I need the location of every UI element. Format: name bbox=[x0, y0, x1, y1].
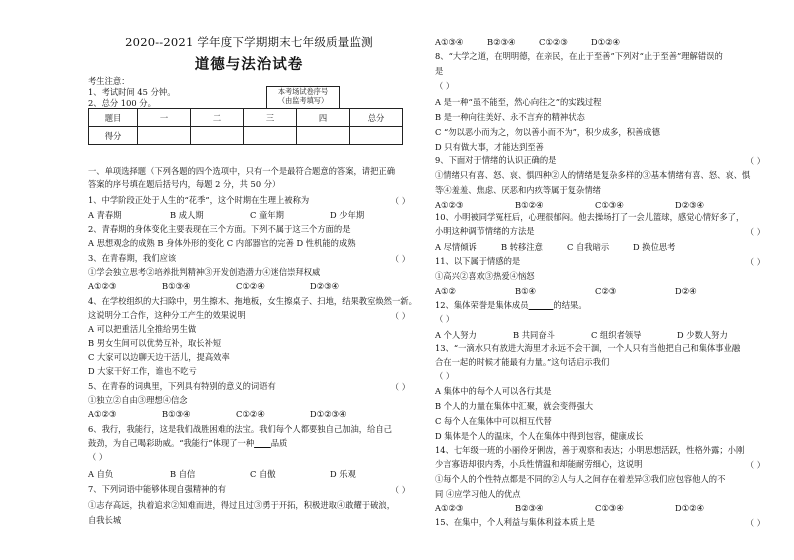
option[interactable]: B 自信 bbox=[170, 469, 196, 479]
option[interactable]: D 只有做大事，才能达到至善 bbox=[435, 142, 544, 152]
subject-title: 道德与法治试卷 bbox=[194, 56, 304, 73]
question-stem: 15、在集中，个人利益与集体利益本质上是 bbox=[435, 517, 595, 527]
option[interactable]: B 男女生间可以优势互补，取长补短 bbox=[88, 338, 222, 348]
section-heading: 答案的序号填在题后括号内，每题 2 分，共 50 分） bbox=[88, 179, 281, 189]
question-line: ①情绪只有喜、怒、哀、惧四种②人的情绪是复杂多样的③基本情绪有喜、怒、哀、惧 bbox=[435, 170, 751, 180]
question-stem: 10、小明被同学冤枉后，心理很郁闷。他去操场打了一会儿篮球，感觉心情好多了， bbox=[435, 212, 745, 222]
question-stem: 7、下列词语中能够体现自强精神的有 bbox=[88, 484, 227, 494]
option[interactable]: D 乐观 bbox=[330, 469, 356, 479]
table-row bbox=[89, 127, 403, 145]
option[interactable]: A 个人努力 bbox=[435, 330, 477, 340]
table-cell: 二 bbox=[191, 109, 244, 127]
option[interactable]: C 自我暗示 bbox=[567, 242, 610, 252]
option[interactable]: D②③④ bbox=[675, 200, 704, 210]
option[interactable]: B②③④ bbox=[487, 37, 516, 47]
option[interactable]: D 少年期 bbox=[330, 210, 365, 220]
question-stem: 合在一起的时候才能最有力量。”这句话启示我们 bbox=[435, 357, 610, 367]
option[interactable]: D①②④ bbox=[675, 503, 704, 513]
options-row bbox=[435, 329, 765, 341]
options-row bbox=[88, 281, 410, 291]
score-cell[interactable] bbox=[297, 127, 350, 145]
options-row bbox=[88, 468, 410, 480]
answer-paren[interactable]: （ ） bbox=[435, 314, 455, 324]
option[interactable]: C①②④ bbox=[236, 281, 265, 291]
option[interactable]: A①③④ bbox=[435, 37, 464, 47]
option[interactable]: B②③④ bbox=[515, 503, 544, 513]
options-row bbox=[88, 409, 410, 419]
option[interactable]: C②③ bbox=[595, 286, 617, 296]
option[interactable]: A 集体中的每个人可以各行其是 bbox=[435, 386, 552, 396]
question-stem: 这说明分工合作，这种分工产生的效果说明 bbox=[88, 310, 246, 320]
question-line: ①每个人的个性特点都是不同的②人与人之间存在着差异③我们应包容他人的不 bbox=[435, 474, 726, 484]
seat-box-line: （由监考填写） bbox=[277, 96, 329, 105]
question-text: 的结果。 bbox=[553, 300, 587, 310]
option[interactable]: D②③④ bbox=[310, 281, 339, 291]
question-line: 等④羞羞、焦虑、厌恶和内疚等属于复杂情绪 bbox=[435, 185, 601, 195]
score-cell[interactable] bbox=[138, 127, 191, 145]
question-stem: 8、“大学之道，在明明德，在亲民，在止于至善”下列对“止于至善”理解错误的 bbox=[435, 51, 723, 61]
answer-paren[interactable]: （ ） bbox=[390, 382, 410, 392]
option[interactable]: C①③④ bbox=[595, 200, 624, 210]
options-row bbox=[435, 37, 765, 47]
question-stem: 是 bbox=[435, 66, 444, 76]
option[interactable]: C①③④ bbox=[595, 503, 624, 513]
note-item: 1、考试时间 45 分钟。 bbox=[88, 87, 176, 97]
option[interactable]: C 每个人在集体中可以相互代替 bbox=[435, 416, 552, 426]
question-stem: 5、在青春的词典里，下列具有特别的意义的词语有 bbox=[88, 381, 276, 391]
options-row bbox=[435, 286, 765, 296]
option[interactable]: A①②③ bbox=[88, 409, 117, 419]
fill-blank[interactable]: ____ bbox=[254, 438, 271, 448]
option[interactable]: A 自负 bbox=[88, 469, 114, 479]
score-cell[interactable] bbox=[244, 127, 297, 145]
score-cell[interactable] bbox=[191, 127, 244, 145]
answer-paren[interactable]: （ ） bbox=[745, 156, 765, 166]
question-stem bbox=[88, 438, 287, 448]
option[interactable]: B①②④ bbox=[515, 200, 544, 210]
question-text: 鼓劲，为自己喝彩助威。“我能行”体现了一种 bbox=[88, 438, 255, 448]
option[interactable]: B①③④ bbox=[162, 409, 191, 419]
exam-title: 2020--2021 学年度下学期期末七年级质量监测 bbox=[125, 35, 373, 49]
answer-paren[interactable]: （ ） bbox=[745, 227, 765, 237]
question-stem: 14、七年级一班的小丽伶牙俐齿，善于观察和表达；小明思想活跃，性格外露；小刚 bbox=[435, 445, 745, 455]
option[interactable]: A①②③ bbox=[435, 200, 464, 210]
question-text: 12、集体荣誉是集体成员 bbox=[435, 300, 529, 310]
option[interactable]: B 个人的力量在集体中汇聚，就会变得强大 bbox=[435, 401, 594, 411]
answer-paren[interactable]: （ ） bbox=[745, 518, 765, 528]
option[interactable]: B 成人期 bbox=[170, 210, 204, 220]
option[interactable]: A①②③ bbox=[88, 281, 117, 291]
option[interactable]: A①② bbox=[435, 286, 456, 296]
answer-paren[interactable]: （ ） bbox=[390, 485, 410, 495]
option[interactable]: C “勿以恶小而为之，勿以善小而不为”，积少成多，积善成德 bbox=[435, 127, 660, 137]
options-row bbox=[435, 200, 765, 210]
question-stem: 4、在学校组织的大扫除中，男生擦木、拖地板，女生擦桌子、扫地，结果教室焕然一新。 bbox=[88, 296, 417, 306]
option[interactable]: C 自傲 bbox=[250, 469, 276, 479]
question-stem: 11、以下属于情感的是 bbox=[435, 256, 521, 266]
note-item: 2、总分 100 分。 bbox=[88, 98, 156, 108]
option[interactable]: B 是一种向往美好、永不言弃的精神状态 bbox=[435, 112, 585, 122]
score-table bbox=[88, 108, 403, 145]
option[interactable]: B①③④ bbox=[162, 281, 191, 291]
option[interactable]: C 大家可以边聊天边干活儿，提高效率 bbox=[88, 352, 230, 362]
question-stem bbox=[435, 300, 587, 310]
table-cell: 一 bbox=[138, 109, 191, 127]
question-line: ①学会独立思考②培养批判精神③开发创造潜力④迷信崇拜权威 bbox=[88, 267, 321, 277]
option[interactable]: A 尽情倾诉 bbox=[435, 242, 477, 252]
question-stem: 9、下面对于情绪的认识正确的是 bbox=[435, 155, 557, 165]
options-row bbox=[88, 209, 410, 221]
option[interactable]: B 转移注意 bbox=[501, 242, 543, 252]
fill-blank[interactable]: ______ bbox=[528, 300, 554, 310]
answer-paren[interactable]: （ ） bbox=[88, 452, 108, 462]
question-stem: 6、我行，我能行，这是我们战胜困难的法宝。我们每个人都要独自己加油，给自己 bbox=[88, 424, 392, 434]
option[interactable]: C 童年期 bbox=[250, 210, 284, 220]
question-line: 自我长城 bbox=[88, 515, 122, 525]
options-row bbox=[435, 503, 765, 513]
answer-paren[interactable]: （ ） bbox=[390, 311, 410, 321]
question-line: ①志存高远，执着追求②知难而进，得过且过③勇于开拓，积极进取④敢耀于破浪， bbox=[88, 500, 395, 510]
option[interactable]: A①②③ bbox=[435, 503, 464, 513]
option[interactable]: C 组织者领导 bbox=[591, 330, 642, 340]
question-line: 同 ④应学习他人的优点 bbox=[435, 489, 521, 499]
question-stem: 1、中学阶段正处于人生的“花季”，这个时期在生理上被称为 bbox=[88, 195, 310, 205]
answer-paren[interactable]: （ ） bbox=[745, 460, 765, 470]
answer-paren[interactable]: （ ） bbox=[390, 254, 410, 264]
question-stem: 3、在青春期，我们应该 bbox=[88, 253, 177, 263]
question-stem: 2、青春期的身体变化主要表现在三个方面。下列不属于这三个方面的是 bbox=[88, 224, 351, 234]
option[interactable]: A 可以把重活儿全推给男生做 bbox=[88, 324, 197, 334]
option[interactable]: A 是一种“虽不能至，然心向往之”的实践过程 bbox=[435, 97, 602, 107]
option[interactable]: D 集体是个人的温床，个人在集体中得到包容，健康成长 bbox=[435, 431, 644, 441]
option[interactable]: D 大家干好工作，谁也不吃亏 bbox=[88, 366, 197, 376]
question-text: 品质 bbox=[270, 438, 288, 448]
seat-number-box bbox=[266, 86, 340, 109]
seat-box-line: 本考场试卷序号 bbox=[277, 87, 329, 96]
question-line: ①高兴②喜欢③热爱④恼怒 bbox=[435, 271, 535, 281]
table-cell: 得分 bbox=[89, 127, 138, 145]
table-cell: 题目 bbox=[89, 109, 138, 127]
table-cell: 总分 bbox=[350, 109, 403, 127]
options-row bbox=[435, 241, 765, 253]
answer-paren[interactable]: （ ） bbox=[745, 257, 765, 267]
table-cell: 四 bbox=[297, 109, 350, 127]
option[interactable]: C①②③ bbox=[539, 37, 568, 47]
question-stem: 小明这种调节情绪的方法是 bbox=[435, 226, 535, 236]
option[interactable]: D 换位思考 bbox=[633, 242, 676, 252]
answer-paren[interactable]: （ ） bbox=[435, 81, 455, 91]
option[interactable]: B 共同奋斗 bbox=[513, 330, 555, 340]
option[interactable]: C①②④ bbox=[236, 409, 265, 419]
answer-paren[interactable]: （ ） bbox=[435, 371, 455, 381]
option[interactable]: D②④ bbox=[675, 286, 697, 296]
option[interactable]: A 青春期 bbox=[88, 210, 122, 220]
notes-heading: 考生注意： bbox=[88, 76, 130, 86]
option[interactable]: D①②③④ bbox=[310, 409, 347, 419]
option[interactable]: B①④ bbox=[515, 286, 536, 296]
option[interactable]: D①②④ bbox=[591, 37, 620, 47]
question-stem: 少言寡语却很内秀，小兵性情温和却能耐劳细心，这说明 bbox=[435, 459, 643, 469]
question-stem: 13、“一滴水只有放进大海里才永远不会干涸，一个人只有当他把自己和集体事业融 bbox=[435, 343, 741, 353]
option[interactable]: D 少数人努力 bbox=[677, 330, 728, 340]
table-row bbox=[89, 109, 403, 127]
question-line: ①独立②自由③理想④信念 bbox=[88, 395, 188, 405]
score-cell[interactable] bbox=[350, 127, 403, 145]
answer-paren[interactable]: （ ） bbox=[390, 196, 410, 206]
question-options: A 思想观念的成熟 B 身体外形的变化 C 内部器官的完善 D 性机能的成熟 bbox=[88, 238, 356, 248]
table-cell: 三 bbox=[244, 109, 297, 127]
section-heading: 一、单项选择题（下列各题的四个选项中，只有一个是最符合题意的答案，请把正确 bbox=[88, 166, 395, 176]
